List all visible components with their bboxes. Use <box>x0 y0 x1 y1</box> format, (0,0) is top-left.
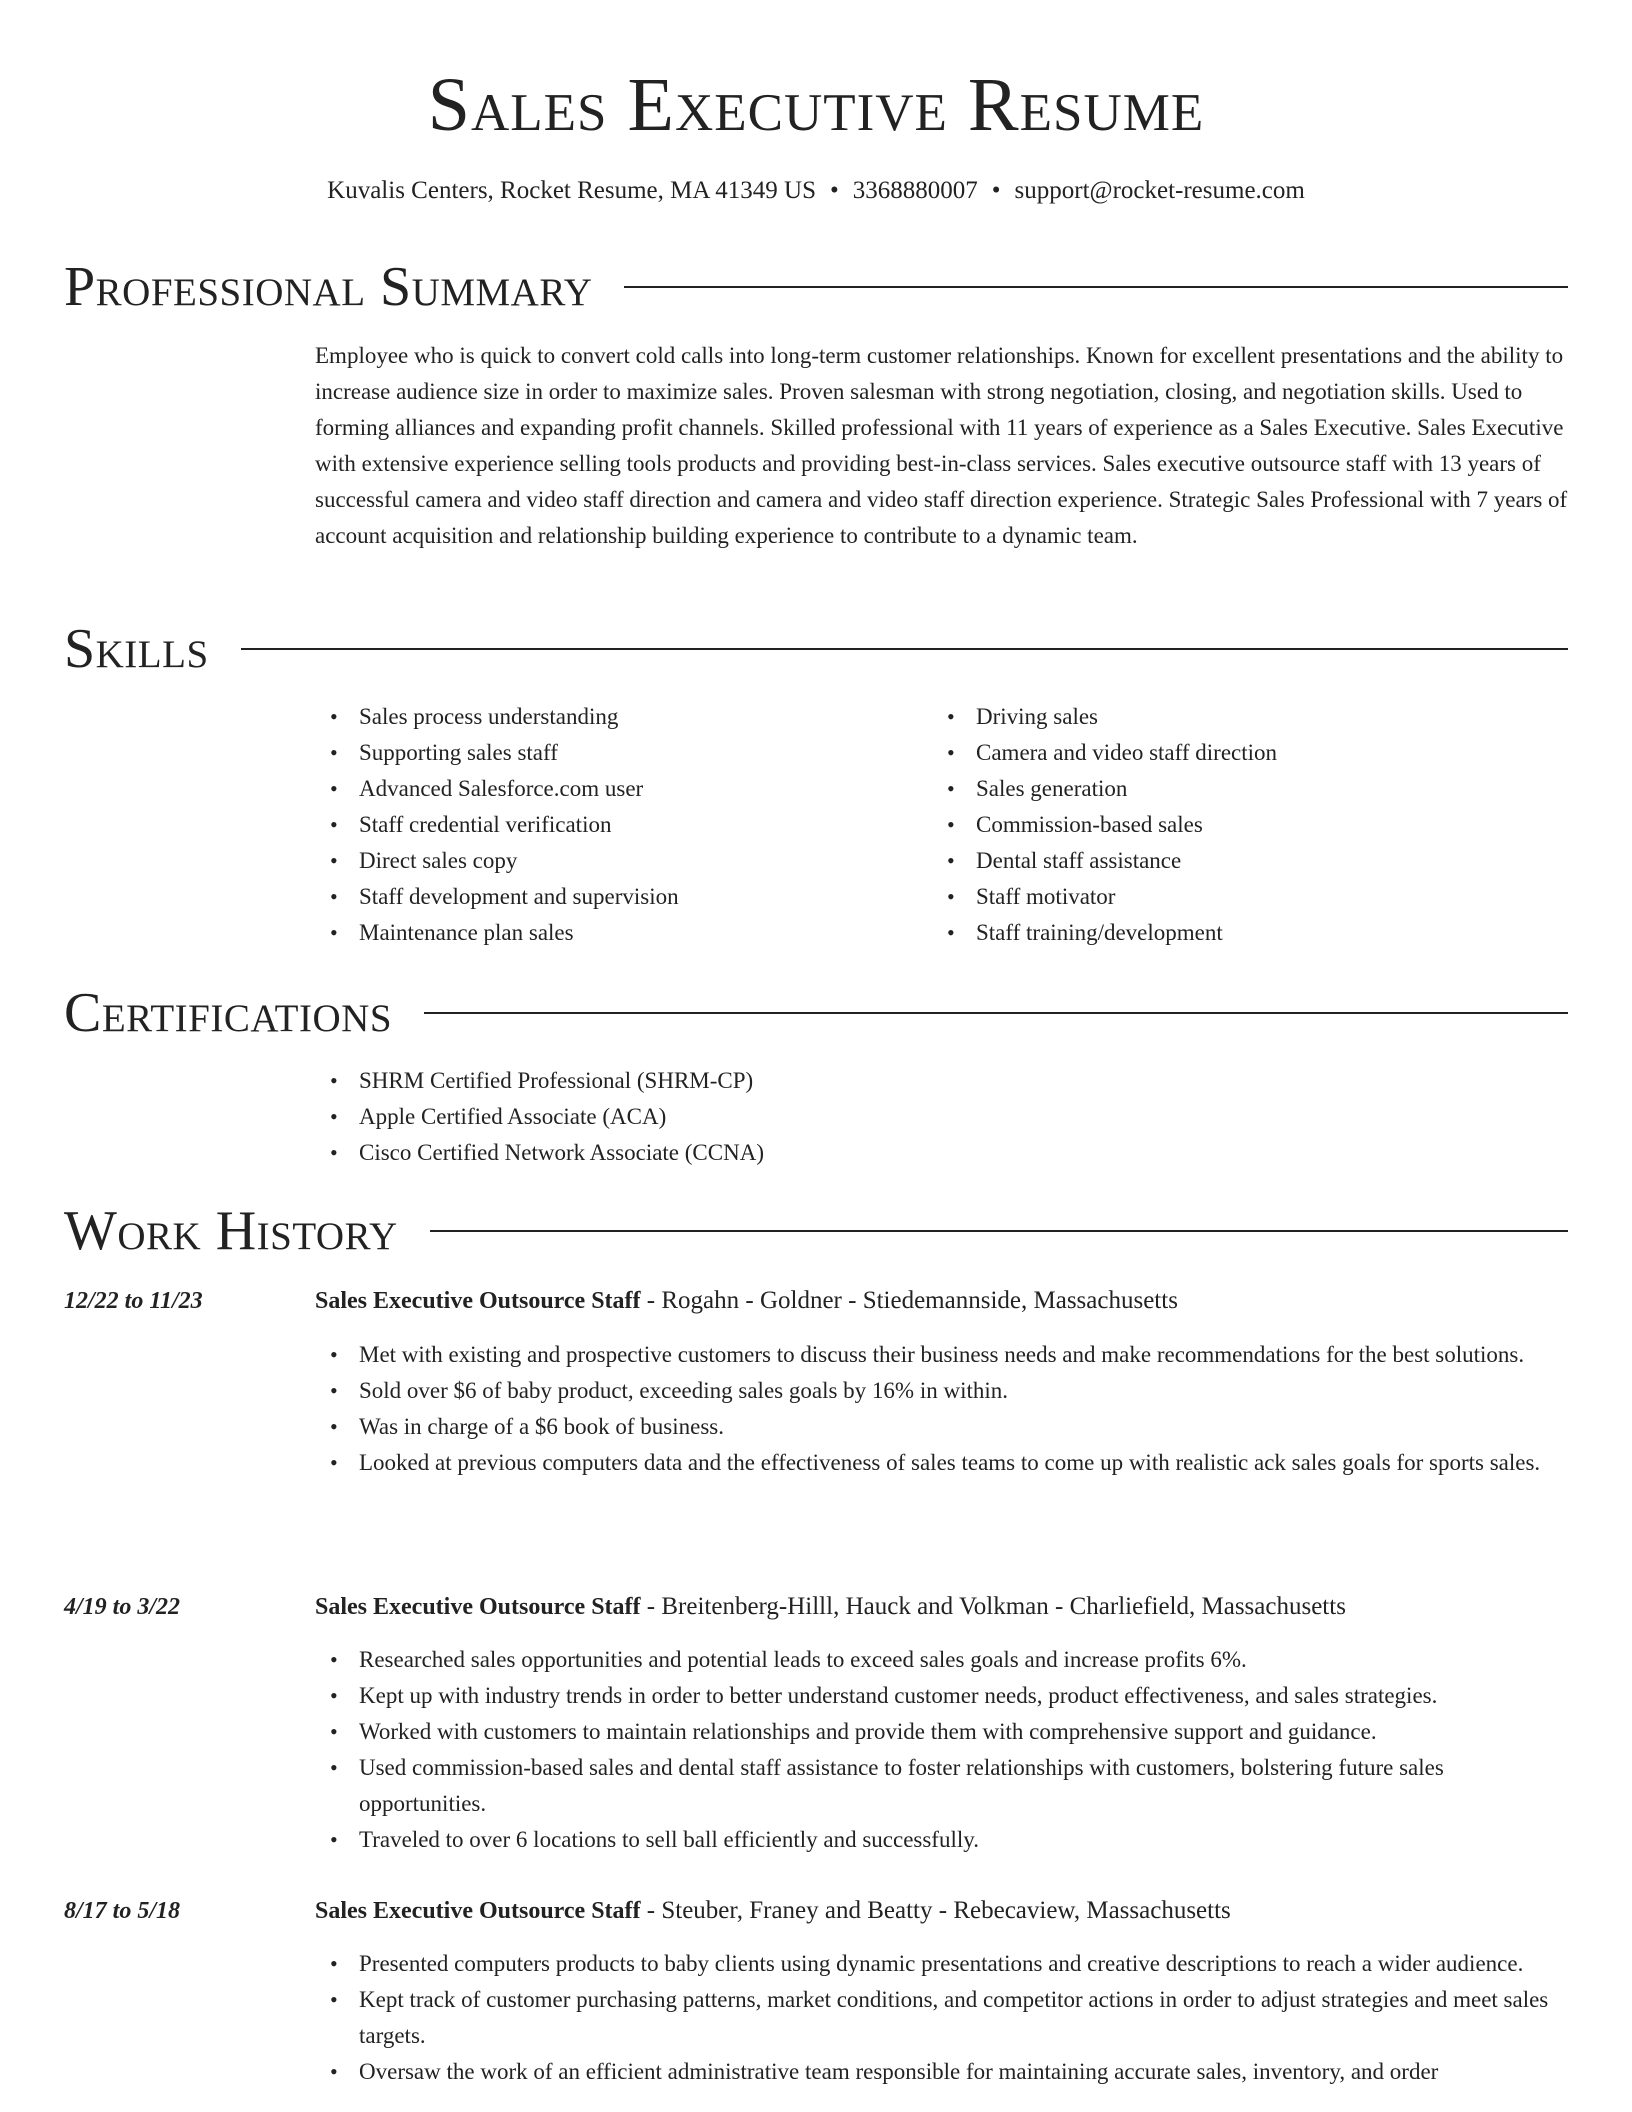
contact-line <box>0 173 1632 209</box>
certification-item: • SHRM Certified Professional (SHRM-CP) <box>315 1063 1415 1099</box>
job-bullets <box>315 1946 1568 2090</box>
job-bullets <box>315 1642 1568 1858</box>
section-header-certifications <box>64 978 1568 1048</box>
skill-item: • Advanced Salesforce.com user <box>315 771 915 807</box>
job-employer: - Breitenberg-Hilll, Hauck and Volkman - Charliefield, Massachusetts <box>640 1593 1346 1620</box>
skill-item: • Staff credential verification <box>315 807 915 843</box>
job-title: Sales Executive Outsource Staff <box>315 1898 641 1924</box>
job-employer: - Steuber, Franey and Beatty - Rebecaview, Massachusetts <box>640 1897 1231 1924</box>
section-header-skills <box>64 614 1568 684</box>
summary-text: Employee who is quick to convert cold calls into long-term customer relationships. Known for excellent presentations and the ability to increase audience size in order to maximize sales. Proven salesman with strong negotiation, closing, and negotiation skills. Used to forming alliances and expanding profit channels. Skilled professional with 11 years of experience as a Sales Executive. Sales Executive with extensive experience selling tools products and providing best-in-class services. Sales executive outsource staff with 13 years of successful camera and video staff direction and camera and video staff direction experience. Strategic Sales Professional with 7 years of account acquisition and relationship building experience to contribute to a dynamic team. <box>315 343 1568 548</box>
skill-item: • Sales process understanding <box>315 699 915 735</box>
job-title: Sales Executive Outsource Staff <box>315 1594 641 1620</box>
section-divider <box>430 1230 1568 1232</box>
job-bullet: • Was in charge of a $6 book of business. <box>315 1409 1568 1445</box>
job-bullet: • Traveled to over 6 locations to sell ball efficiently and successfully. <box>315 1822 1568 1858</box>
skills-list-right <box>932 699 1572 951</box>
job-bullet: • Presented computers products to baby clients using dynamic presentations and creative descriptions to reach a wider audience. <box>315 1946 1568 1982</box>
skill-item: • Staff training/development <box>932 915 1572 951</box>
skill-item: • Direct sales copy <box>315 843 915 879</box>
job-dates: 4/19 to 3/22 <box>64 1594 181 1620</box>
job-bullet: • Met with existing and prospective customers to discuss their business needs and make recommendations for the best solutions. <box>315 1337 1568 1373</box>
section-divider <box>424 1012 1568 1014</box>
skill-item: • Maintenance plan sales <box>315 915 915 951</box>
job-title: Sales Executive Outsource Staff <box>315 1288 641 1314</box>
skill-item: • Dental staff assistance <box>932 843 1572 879</box>
skill-item: • Driving sales <box>932 699 1572 735</box>
skill-item: • Camera and video staff direction <box>932 735 1572 771</box>
job-bullet: • Researched sales opportunities and potential leads to exceed sales goals and increase profits 6%. <box>315 1642 1568 1678</box>
certification-item: • Apple Certified Associate (ACA) <box>315 1099 1415 1135</box>
job-heading <box>315 1893 1568 1929</box>
resume-title: Sales Executive Resume <box>427 63 1205 147</box>
skill-item: • Staff development and supervision <box>315 879 915 915</box>
job-bullet: • Kept up with industry trends in order to better understand customer needs, product effectiveness, and sales strategies. <box>315 1678 1568 1714</box>
job-bullet: • Used commission-based sales and dental staff assistance to foster relationships with customers, bolstering future sales opportunities. <box>315 1750 1568 1822</box>
job-bullet: • Looked at previous computers data and the effectiveness of sales teams to come up with realistic ack sales goals for sports sales. <box>315 1445 1568 1481</box>
skill-item: • Supporting sales staff <box>315 735 915 771</box>
job-heading <box>315 1589 1568 1625</box>
skill-item: • Sales generation <box>932 771 1572 807</box>
certification-item: • Cisco Certified Network Associate (CCNA) <box>315 1135 1415 1171</box>
contact-phone: 3368880007 <box>852 177 978 204</box>
job-bullet: • Sold over $6 of baby product, exceeding sales goals by 16% in within. <box>315 1373 1568 1409</box>
job-dates: 8/17 to 5/18 <box>64 1898 181 1924</box>
job-bullet: • Worked with customers to maintain relationships and provide them with comprehensive support and guidance. <box>315 1714 1568 1750</box>
skill-item: • Commission-based sales <box>932 807 1572 843</box>
job-bullet: • Kept track of customer purchasing patterns, market conditions, and competitor actions in order to adjust strategies and meet sales targets. <box>315 1982 1568 2054</box>
section-header-summary <box>64 252 1568 322</box>
skill-item: • Staff motivator <box>932 879 1572 915</box>
section-title-certifications: Certifications <box>64 982 393 1044</box>
section-divider <box>241 648 1568 650</box>
section-divider <box>624 286 1568 288</box>
job-bullets <box>315 1337 1568 1481</box>
section-title-summary: Professional Summary <box>64 256 593 318</box>
section-title-work-history: Work History <box>64 1200 398 1262</box>
job-employer: - Rogahn - Goldner - Stiedemannside, Massachusetts <box>640 1287 1178 1314</box>
section-header-work-history <box>64 1196 1568 1266</box>
skills-list-left <box>315 699 915 951</box>
contact-address: Kuvalis Centers, Rocket Resume, MA 41349 US <box>327 177 817 204</box>
certifications-list <box>315 1063 1415 1171</box>
section-title-skills: Skills <box>64 618 209 680</box>
contact-email: support@rocket-resume.com <box>1014 177 1305 204</box>
contact-separator: • <box>830 177 839 204</box>
job-bullet: • Oversaw the work of an efficient administrative team responsible for maintaining accurate sales, inventory, and order <box>315 2054 1568 2090</box>
contact-separator: • <box>991 177 1001 204</box>
job-heading <box>315 1283 1568 1319</box>
job-dates: 12/22 to 11/23 <box>64 1288 203 1314</box>
